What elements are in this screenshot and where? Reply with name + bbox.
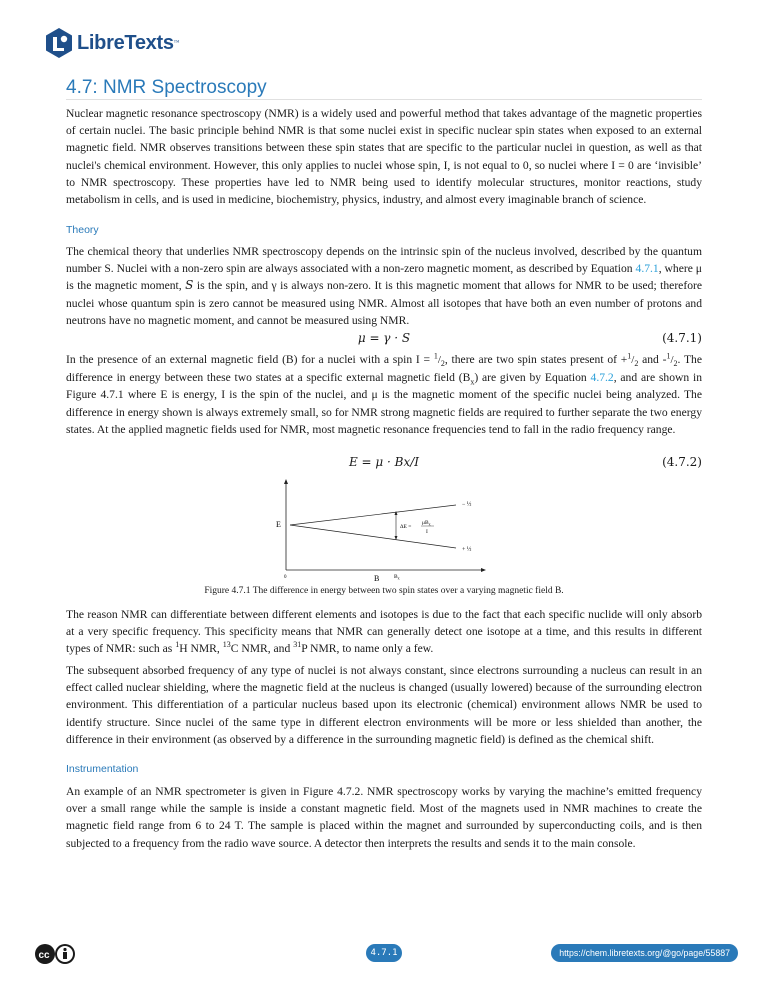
theory-p2-text-a: In the presence of an external magnetic field (B) for a nuclei with a spin I = xyxy=(66,353,431,366)
theory-p2-text-g: where E is energy, I is the spin of the nuclei, and μ is the magnetic moment of the specific nuclei being analyzed. The difference in energy shown is always extremely small, so for NMR strong magnetic fields are required to further separate the two energy states. At the applied magnetic fields used for NMR, most magnetic resonance frequencies tend to fall in the radio frequency range. xyxy=(66,388,702,436)
paragraph-shielding: The subsequent absorbed frequency of any type of nuclei is not always constant, since electrons surrounding a nucleus can result in an effect called nuclear shielding, where the magnetic field at the nucleus is changed (usually lowered) because of the surrounding electron environment. This differentiation of a particular nucleus based upon its electronic (chemical) environment allows NMR be used to identify structure. Since nuclei of the same type in different electron environments will be more or less shielded than another, the difference in their environment (as observed by a difference in the surrounding magnetic field) is defined as the chemical shift. xyxy=(66,664,702,746)
equation-4-7-2-body: E = μ · Bx/I xyxy=(348,455,420,469)
theory-p2-text-d: . The difference in energy between these two states at a specific external magnetic field (B xyxy=(66,353,702,385)
spin-fraction-2: $^1/_2$ xyxy=(627,351,639,369)
p3-text-b: H NMR, xyxy=(179,642,220,656)
libretexts-logo-icon xyxy=(44,27,74,59)
c13-superscript: 13 xyxy=(222,640,231,650)
p5-text-b: . NMR spectroscopy works by varying the machine’s emitted frequency over a small range while the sample is inside a constant magnetic field. Most of the magnets used in NMR machines to create the magnetic field range from 6 to 24 T. The sample is placed within the magnet and surrounded by superconducting coils, and is then subjected to a frequency from the radio wave source. A detector then interprets the results and sends it to the main console. xyxy=(66,785,702,850)
lower-energy-level xyxy=(290,525,456,548)
origin-label: 0 xyxy=(284,575,287,580)
svg-text:cc: cc xyxy=(38,950,50,961)
spin-symbol: S xyxy=(185,278,194,293)
theory-paragraph-2 xyxy=(66,351,702,438)
logo-trademark: ™ xyxy=(173,40,180,46)
theory-p2-text-b: , there are two spin states present of + xyxy=(444,353,628,366)
delta-e-label: ΔE = xyxy=(400,524,412,530)
theory-p1-text-a: The chemical theory that underlies NMR spectroscopy depends on the intrinsic spin of the nucleus involved, described by the quantum number S. Nuclei with a non-zero spin are always associated with a non-zero magnetic moment, as described by Equation xyxy=(66,245,702,276)
section-heading-theory: Theory xyxy=(66,224,99,236)
p3-text-a: The reason NMR can differentiate between different elements and isotopes is due to the fact that each specific nuclide will only absorb at a very specific frequency. This specificity means that NMR can generally detect one isotope at a time, and this results in different types of NMR: such as xyxy=(66,608,702,656)
equation-4-7-1 xyxy=(66,331,702,349)
energy-splitting-diagram xyxy=(276,478,490,584)
equation-link-4-7-1[interactable]: 4.7.1 xyxy=(635,262,659,276)
spin-fraction-1: $^1/_2$ xyxy=(433,351,445,369)
plus-half-label: + ½ xyxy=(462,547,472,553)
p3-text-c: C NMR, and xyxy=(230,642,291,656)
y-axis-arrowhead xyxy=(284,479,288,484)
paragraph-isotopes xyxy=(66,606,702,658)
p5-text-a: An example of an NMR spectrometer is given in Figure xyxy=(66,785,334,798)
theory-p1-text-c: is the spin, and γ is always non-zero. It is this magnetic moment that allows for NMR to be used; therefore nuclei whose quantum spin is zero cannot be measured using NMR. Almost all isotopes that have both an even number of protons and neutrons have no magnetic moment, and cannot be measured using NMR. xyxy=(66,279,702,327)
libretexts-logo[interactable] xyxy=(44,26,180,60)
theory-paragraph-1 xyxy=(66,243,702,329)
theory-p2-text-e: ) are given by Equation xyxy=(474,371,587,385)
theory-p2-text-f: , and are shown in Figure xyxy=(66,371,702,402)
x-axis-arrowhead xyxy=(481,568,486,572)
title-divider xyxy=(66,99,702,100)
energy-axis-label: E xyxy=(276,520,281,529)
caption-label: Figure xyxy=(204,586,230,596)
p3-text-d: P NMR, to name only a few. xyxy=(301,642,434,656)
equation-4-7-1-body: μ = γ · S xyxy=(357,331,411,345)
page-number-badge: 4.7.1 xyxy=(366,944,402,962)
intro-paragraph: Nuclear magnetic resonance spectroscopy (NMR) is a widely used and powerful method that takes advantage of the magnetic properties of certain nuclei. The basic principle behind NMR is that some nuclei exist in specific nuclear spin states when exposed to an external magnetic field. NMR observes transitions between these spin states that are specific to the particular nuclei in question, as well as that nuclei's chemical environment. However, this only applies to nuclei whose spin, I, is not equal to 0, so nuclei where I = 0 are ‘invisible’ to NMR spectroscopy. These properties have led to NMR being used to identify molecular structures, monitor reactions, study metabolism in cells, and is used in medicine, biochemistry, physics, industry, and almost every imaginable branch of science. xyxy=(66,107,702,207)
bx-axis-label: $B_x$ xyxy=(394,574,400,581)
page-url-link[interactable]: https://chem.libretexts.org/@go/page/55887 xyxy=(551,944,738,962)
equation-link-4-7-2[interactable]: 4.7.2 xyxy=(590,371,614,385)
field-axis-label: B xyxy=(374,574,380,583)
caption-text: The difference in energy between two spin states over a varying magnetic field B. xyxy=(252,586,564,596)
h1-superscript: 1 xyxy=(175,640,180,650)
p31-superscript: 31 xyxy=(293,640,302,650)
creative-commons-icon[interactable] xyxy=(34,943,76,965)
figure-reference-4-7-1: 4.7.1 xyxy=(100,388,124,402)
theory-p2-text-c: and - xyxy=(642,353,667,366)
equation-4-7-2-number: (4.7.2) xyxy=(662,455,702,469)
page-title: 4.7: NMR Spectroscopy xyxy=(66,77,267,98)
delta-e-numerator: $\mu B_x$ xyxy=(422,520,431,527)
paragraph-instrumentation xyxy=(66,783,702,852)
equation-4-7-1-number: (4.7.1) xyxy=(662,331,702,345)
theory-p1-text-b: , where μ is the magnetic moment, xyxy=(66,262,703,293)
caption-number: 4.7.1 xyxy=(231,586,251,596)
delta-e-denominator: I xyxy=(426,529,428,535)
upper-energy-level xyxy=(290,505,456,525)
logo-wordmark: LibreTexts xyxy=(77,31,174,54)
spin-fraction-3: $^1/_2$ xyxy=(666,351,678,369)
equation-4-7-2 xyxy=(66,455,702,473)
section-heading-instrumentation: Instrumentation xyxy=(66,763,139,775)
figure-reference-4-7-2: 4.7.2 xyxy=(337,785,361,798)
minus-half-label: − ½ xyxy=(462,502,472,508)
figure-caption xyxy=(66,586,702,596)
bx-subscript: x xyxy=(470,377,475,387)
